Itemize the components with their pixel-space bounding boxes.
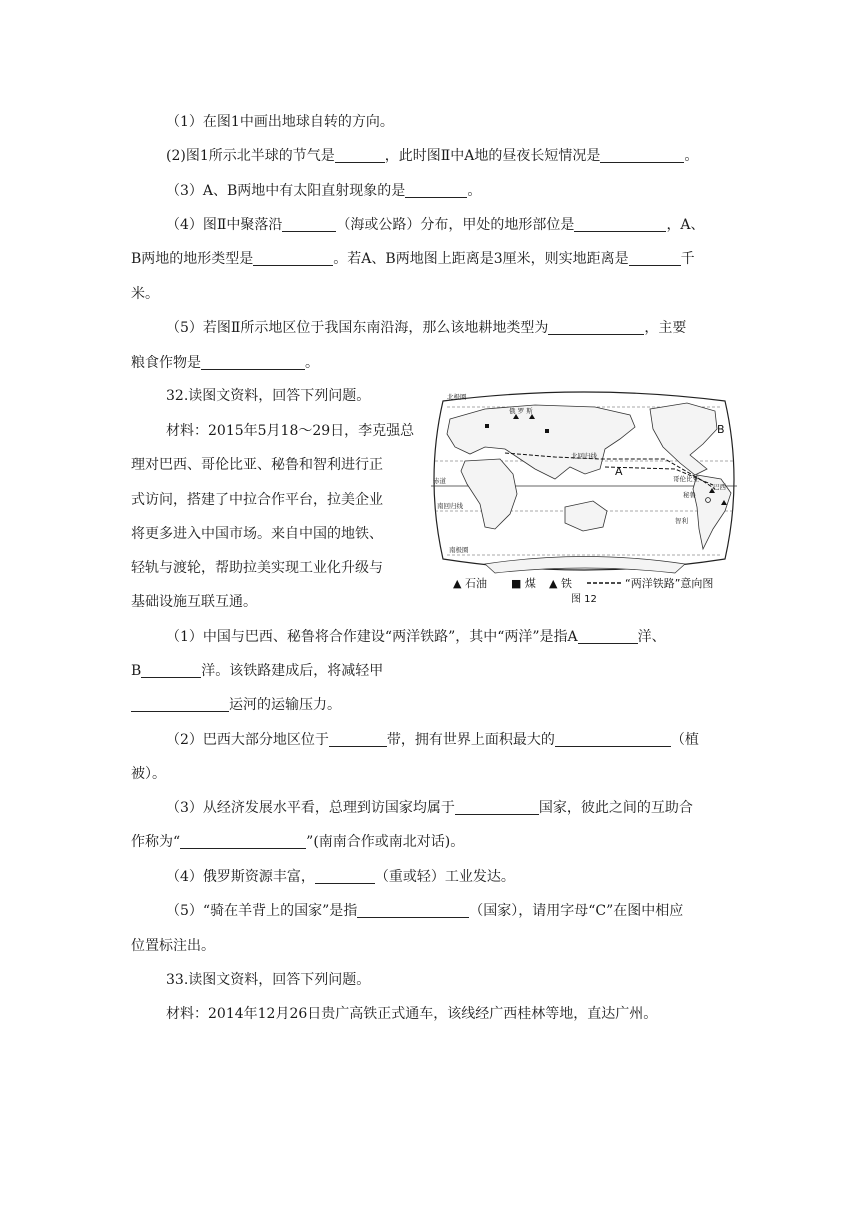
answer-blank[interactable]: [600, 147, 684, 163]
q32-material-line: 将更多进入中国市场。来自中国的地铁、: [131, 526, 383, 542]
legend-iron: ▲ 铁: [549, 577, 572, 590]
q32-sub5-line2: 位置标注出。: [131, 938, 215, 954]
figure-caption: 图 12: [571, 594, 597, 605]
label-tropic-of-cancer: 北回归线: [571, 452, 597, 460]
q31-part1: （1）在图1中画出地球自转的方向。: [166, 114, 394, 130]
q32-sub5-line1: [166, 901, 683, 921]
label-colombia: 哥伦比亚: [673, 475, 699, 483]
q33-material: 材料：2014年12月26日贵广高铁正式通车，该线经广西桂林等地，直达广州。: [166, 1006, 658, 1022]
text: 粮食作物是: [131, 355, 201, 371]
q31-part4-line2: [131, 249, 695, 269]
label-equator: 赤道: [433, 477, 446, 485]
answer-blank[interactable]: [405, 182, 467, 198]
q32-sub1-line3: [131, 695, 341, 715]
coal-marker: [485, 424, 489, 428]
text: （4）俄罗斯资源丰富，: [166, 869, 315, 885]
q32-material-line: 材料：2015年5月18～29日，李克强总: [166, 423, 415, 439]
text: 。: [467, 183, 482, 199]
label-arctic-circle: 北极圈: [447, 393, 467, 401]
text: (2)图1所示北半球的节气是: [166, 148, 335, 164]
answer-blank[interactable]: [329, 731, 387, 747]
text: （3）从经济发展水平看，总理到访国家均属于: [166, 800, 455, 816]
text: （国家），请用字母“C”在图中相应: [469, 903, 684, 919]
text: 作称为“: [131, 834, 181, 850]
text: （5）若图Ⅱ所示地区位于我国东南沿海，那么该地耕地类型为: [166, 320, 549, 336]
q31-part4-line1: [166, 215, 705, 235]
text: 运河的运输压力。: [229, 697, 341, 713]
text: （植: [670, 732, 699, 748]
q31-part2: [166, 146, 698, 166]
text: （2）巴西大部分地区位于: [166, 732, 329, 748]
text: 洋。该铁路建成后，将减轻甲: [201, 663, 384, 679]
q32-sub1-line1: [166, 627, 666, 647]
answer-blank[interactable]: [357, 902, 469, 918]
text: ”(南南合作或南北对话)。: [306, 834, 465, 850]
label-ocean-a: A: [615, 465, 623, 478]
answer-blank[interactable]: [253, 250, 333, 266]
answer-blank[interactable]: [335, 147, 385, 163]
q32-sub3-line2: [131, 832, 464, 852]
text: 洋、: [637, 629, 666, 645]
label-antarctic-circle: 南极圈: [449, 546, 469, 554]
label-chile: 智利: [675, 517, 688, 525]
answer-blank[interactable]: [282, 216, 336, 232]
answer-blank[interactable]: [548, 319, 644, 335]
text: （海或公路）分布，甲处的地形部位是: [336, 217, 575, 233]
answer-blank[interactable]: [555, 731, 671, 747]
q31-part5-line2: [131, 353, 319, 373]
world-map: [425, 389, 743, 607]
q31-part4-line3: 米。: [131, 286, 159, 302]
answer-blank[interactable]: [131, 696, 229, 712]
label-russia: 俄 罗 斯: [509, 407, 533, 415]
text: 。若A、B两地图上距离是3厘米，则实地距离是: [333, 251, 629, 267]
label-ocean-b: B: [717, 423, 725, 436]
q32-material-line: 理对巴西、哥伦比亚、秘鲁和智利进行正: [131, 457, 383, 473]
text: （4）图Ⅱ中聚落沿: [166, 217, 283, 233]
q33-title: 33.读图文资料，回答下列问题。: [166, 972, 371, 988]
world-map-figure: [425, 389, 743, 607]
text: B: [131, 663, 142, 679]
text: （1）中国与巴西、秘鲁将合作建设“两洋铁路”，其中“两洋”是指A: [166, 629, 578, 645]
text: ，此时图Ⅱ中A地的昼夜长短情况是: [384, 148, 601, 164]
text: （重或轻）工业发达。: [374, 869, 515, 885]
answer-blank[interactable]: [180, 833, 306, 849]
answer-blank[interactable]: [574, 216, 666, 232]
answer-blank[interactable]: [315, 868, 375, 884]
text: ，主要: [644, 320, 687, 336]
q32-title: 32.读图文资料，回答下列问题。: [166, 388, 371, 404]
label-tropic-of-capricorn: 南回归线: [437, 502, 463, 510]
text: （5）“骑在羊背上的国家”是指: [166, 903, 358, 919]
coal-marker: [545, 429, 549, 433]
legend-coal: ■ 煤: [511, 577, 536, 590]
legend-oil: ▲ 石油: [453, 577, 487, 590]
legend-railway: “两洋铁路”意向图: [625, 577, 714, 590]
text: 。: [684, 148, 699, 164]
answer-blank[interactable]: [141, 662, 201, 678]
q32-material-line: 基础设施互联互通。: [131, 594, 257, 610]
q32-sub1-line2: [131, 661, 383, 681]
text: 。: [305, 355, 319, 371]
label-brazil: 巴西: [713, 483, 726, 491]
text: 带，拥有世界上面积最大的: [386, 732, 555, 748]
q32-sub2-line2: 被）。: [131, 766, 166, 782]
q32-sub2-line1: [166, 730, 699, 750]
answer-blank[interactable]: [201, 354, 305, 370]
q32-sub4: [166, 867, 515, 887]
text: 千: [680, 251, 695, 267]
label-peru: 秘鲁: [683, 491, 696, 499]
text: ，A、: [666, 217, 705, 233]
answer-blank[interactable]: [578, 628, 638, 644]
q32-sub3-line1: [166, 798, 693, 818]
q31-part5-line1: [166, 318, 686, 338]
text: 国家，彼此之间的互助合: [538, 800, 693, 816]
text: （3）A、B两地中有太阳直射现象的是: [166, 183, 406, 199]
q31-part3: [166, 181, 481, 201]
answer-blank[interactable]: [455, 799, 539, 815]
q32-material-line: 轻轨与渡轮，帮助拉美实现工业化升级与: [131, 560, 383, 576]
answer-blank[interactable]: [629, 250, 681, 266]
q32-material-line: 式访问，搭建了中拉合作平台，拉美企业: [131, 492, 383, 508]
text: B两地的地形类型是: [131, 251, 254, 267]
